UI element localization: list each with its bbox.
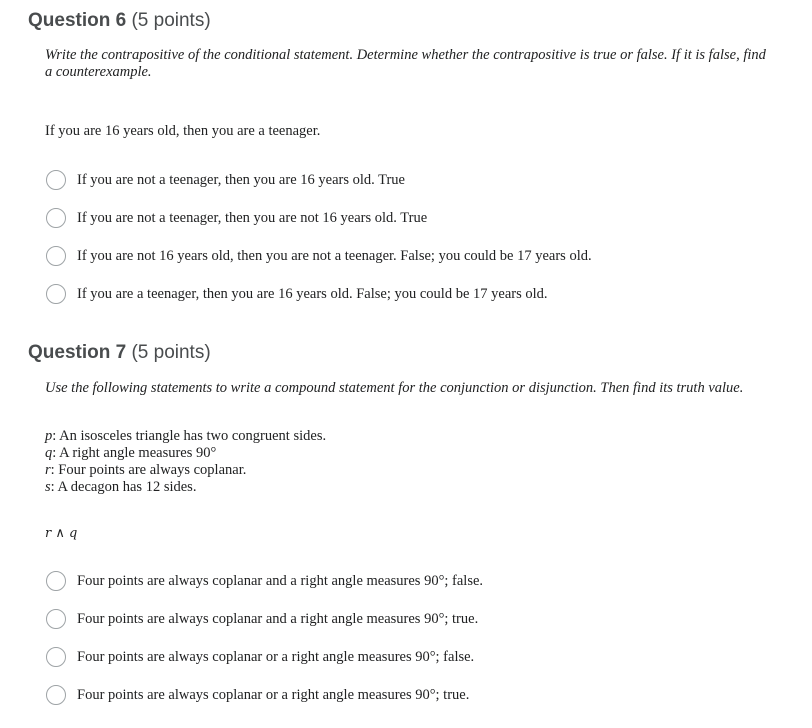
statement-r: [45, 462, 246, 479]
radio-button[interactable]: [46, 284, 66, 304]
statement-var: q: [45, 445, 53, 461]
option-label: If you are a teenager, then you are 16 years old. False; you could be 17 years old.: [77, 285, 548, 302]
question-7-option-1[interactable]: [46, 569, 483, 593]
question-6-statement: If you are 16 years old, then you are a teenager.: [45, 123, 321, 139]
option-label: Four points are always coplanar and a right angle measures 90°; false.: [77, 572, 484, 589]
radio-button[interactable]: [46, 571, 66, 591]
statement-s: [45, 479, 196, 496]
option-label: Four points are always coplanar or a right angle measures 90°; true.: [77, 686, 470, 703]
question-7-option-2[interactable]: [46, 607, 478, 631]
radio-button[interactable]: [46, 246, 66, 266]
question-6-option-3[interactable]: [46, 244, 592, 268]
radio-button[interactable]: [46, 208, 66, 228]
question-7-instructions: Use the following statements to write a compound statement for the conjunction or disjunction. Then find its truth value.: [45, 380, 744, 396]
question-6-option-1[interactable]: [46, 168, 405, 192]
statement-p: [45, 428, 326, 445]
statement-q: [45, 445, 216, 462]
question-6-option-2[interactable]: [46, 206, 427, 230]
question-6-option-4[interactable]: [46, 282, 548, 306]
question-7-points: (5 points): [126, 342, 211, 363]
question-6-label: Question 6: [28, 10, 127, 31]
question-7-title: [28, 342, 211, 364]
radio-button[interactable]: [46, 609, 66, 629]
compound-expression: r ∧ q: [45, 526, 78, 541]
question-6-points: (5 points): [126, 10, 211, 31]
option-label: If you are not a teenager, then you are 16 years old. True: [77, 171, 405, 188]
question-6-instructions: Write the contrapositive of the conditional statement. Determine whether the contrapositive is true or false. If it is false, find a counterexample.: [45, 47, 766, 80]
option-label: Four points are always coplanar or a right angle measures 90°; false.: [77, 648, 475, 665]
statement-var: s: [45, 479, 51, 495]
statement-text: : A right angle measures 90°: [52, 445, 217, 461]
radio-button[interactable]: [46, 647, 66, 667]
radio-button[interactable]: [46, 170, 66, 190]
question-7-option-3[interactable]: [46, 645, 474, 669]
statement-text: : A decagon has 12 sides.: [50, 479, 197, 495]
question-7-label: Question 7: [28, 342, 127, 363]
option-label: Four points are always coplanar and a right angle measures 90°; true.: [77, 610, 479, 627]
statement-var: r: [45, 462, 51, 478]
statement-var: p: [45, 428, 53, 444]
question-7-option-4[interactable]: [46, 683, 469, 707]
statement-text: : Four points are always coplanar.: [50, 462, 247, 478]
radio-button[interactable]: [46, 685, 66, 705]
option-label: If you are not a teenager, then you are not 16 years old. True: [77, 209, 428, 226]
option-label: If you are not 16 years old, then you are not a teenager. False; you could be 17 years old.: [77, 247, 592, 264]
question-6-title: [28, 10, 211, 32]
statement-text: : An isosceles triangle has two congruent sides.: [52, 428, 327, 444]
